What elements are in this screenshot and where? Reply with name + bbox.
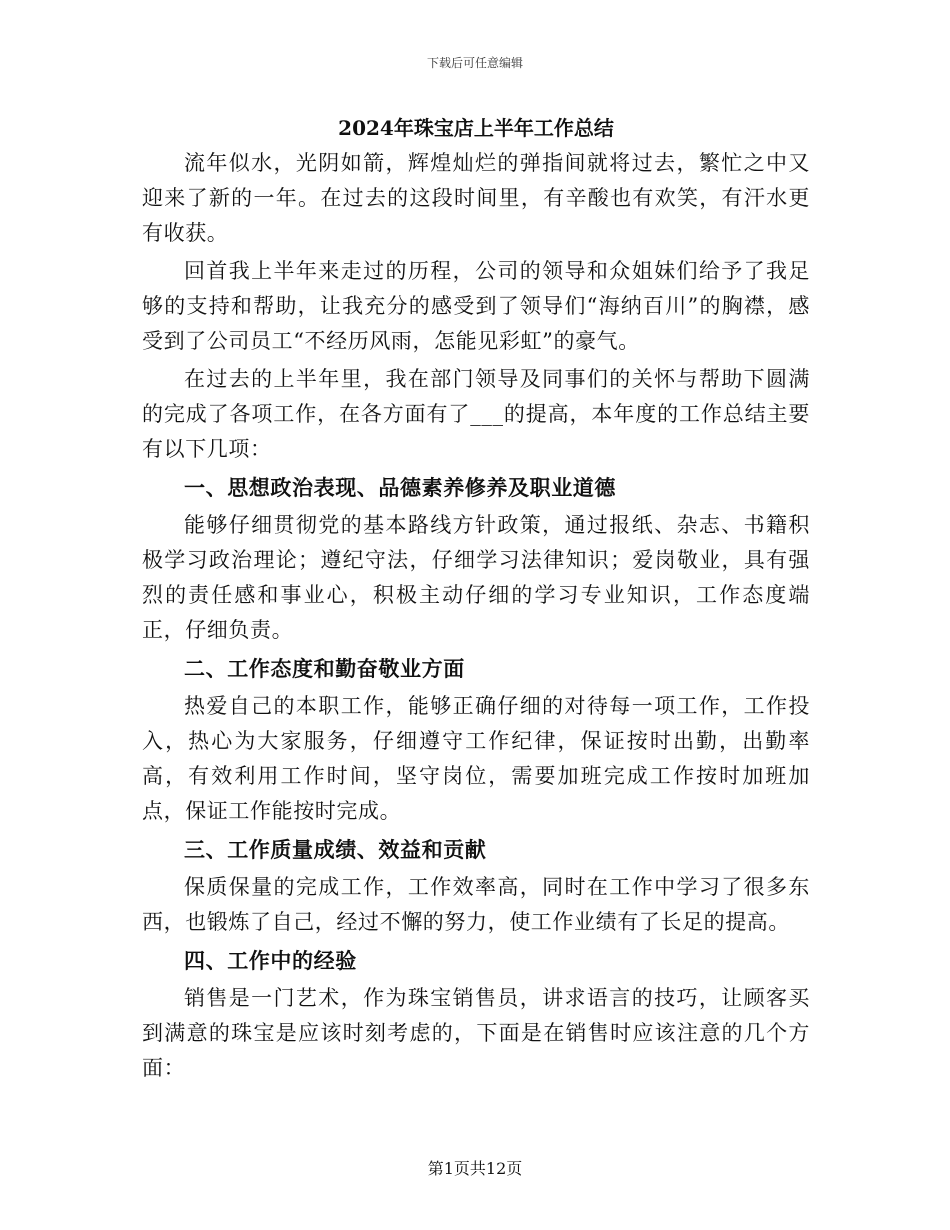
paragraph-summary: 在过去的上半年里，我在部门领导及同事们的关怀与帮助下圆满的完成了各项工作，在各方面有了___的提高，本年度的工作总结主要有以下几项： <box>142 367 810 461</box>
document-body <box>142 110 810 1089</box>
section-heading-2: 二、工作态度和勤奋敬业方面 <box>184 656 465 681</box>
paragraph-section-4: 销售是一门艺术，作为珠宝销售员，讲求语言的技巧，让顾客买到满意的珠宝是应该时刻考虑的，下面是在销售时应该注意的几个方面： <box>142 986 810 1080</box>
section-heading-3: 三、工作质量成绩、效益和贡献 <box>184 837 487 862</box>
paragraph-section-2: 热爱自己的本职工作，能够正确仔细的对待每一项工作，工作投入，热心为大家服务，仔细遵守工作纪律，保证按时出勤，出勤率高，有效利用工作时间，坚守岗位，需要加班完成工作按时加班加点，保证工作能按时完成。 <box>142 694 810 823</box>
page-footer: 第1页共12页 <box>427 1159 523 1178</box>
section-heading-1: 一、思想政治表现、品德素养修养及职业道德 <box>184 475 616 500</box>
document-title: 2024年珠宝店上半年工作总结 <box>338 116 614 140</box>
paragraph-section-1: 能够仔细贯彻党的基本路线方针政策，通过报纸、杂志、书籍积极学习政治理论；遵纪守法，仔细学习法律知识；爱岗敬业，具有强烈的责任感和事业心，积极主动仔细的学习专业知识，工作态度端正，仔细负责。 <box>142 513 810 642</box>
paragraph-section-3: 保质保量的完成工作，工作效率高，同时在工作中学习了很多东西，也锻炼了自己，经过不懈的努力，使工作业绩有了长足的提高。 <box>142 875 810 934</box>
paragraph-review: 回首我上半年来走过的历程，公司的领导和众姐妹们给予了我足够的支持和帮助，让我充分的感受到了领导们“海纳百川”的胸襟，感受到了公司员工“不经历风雨，怎能见彩虹”的豪气。 <box>142 259 810 353</box>
header-note: 下载后可任意编辑 <box>426 56 523 70</box>
paragraph-intro: 流年似水，光阴如箭，辉煌灿烂的弹指间就将过去，繁忙之中又迎来了新的一年。在过去的这段时间里，有辛酸也有欢笑，有汗水更有收获。 <box>142 151 810 245</box>
section-heading-4: 四、工作中的经验 <box>184 948 357 973</box>
